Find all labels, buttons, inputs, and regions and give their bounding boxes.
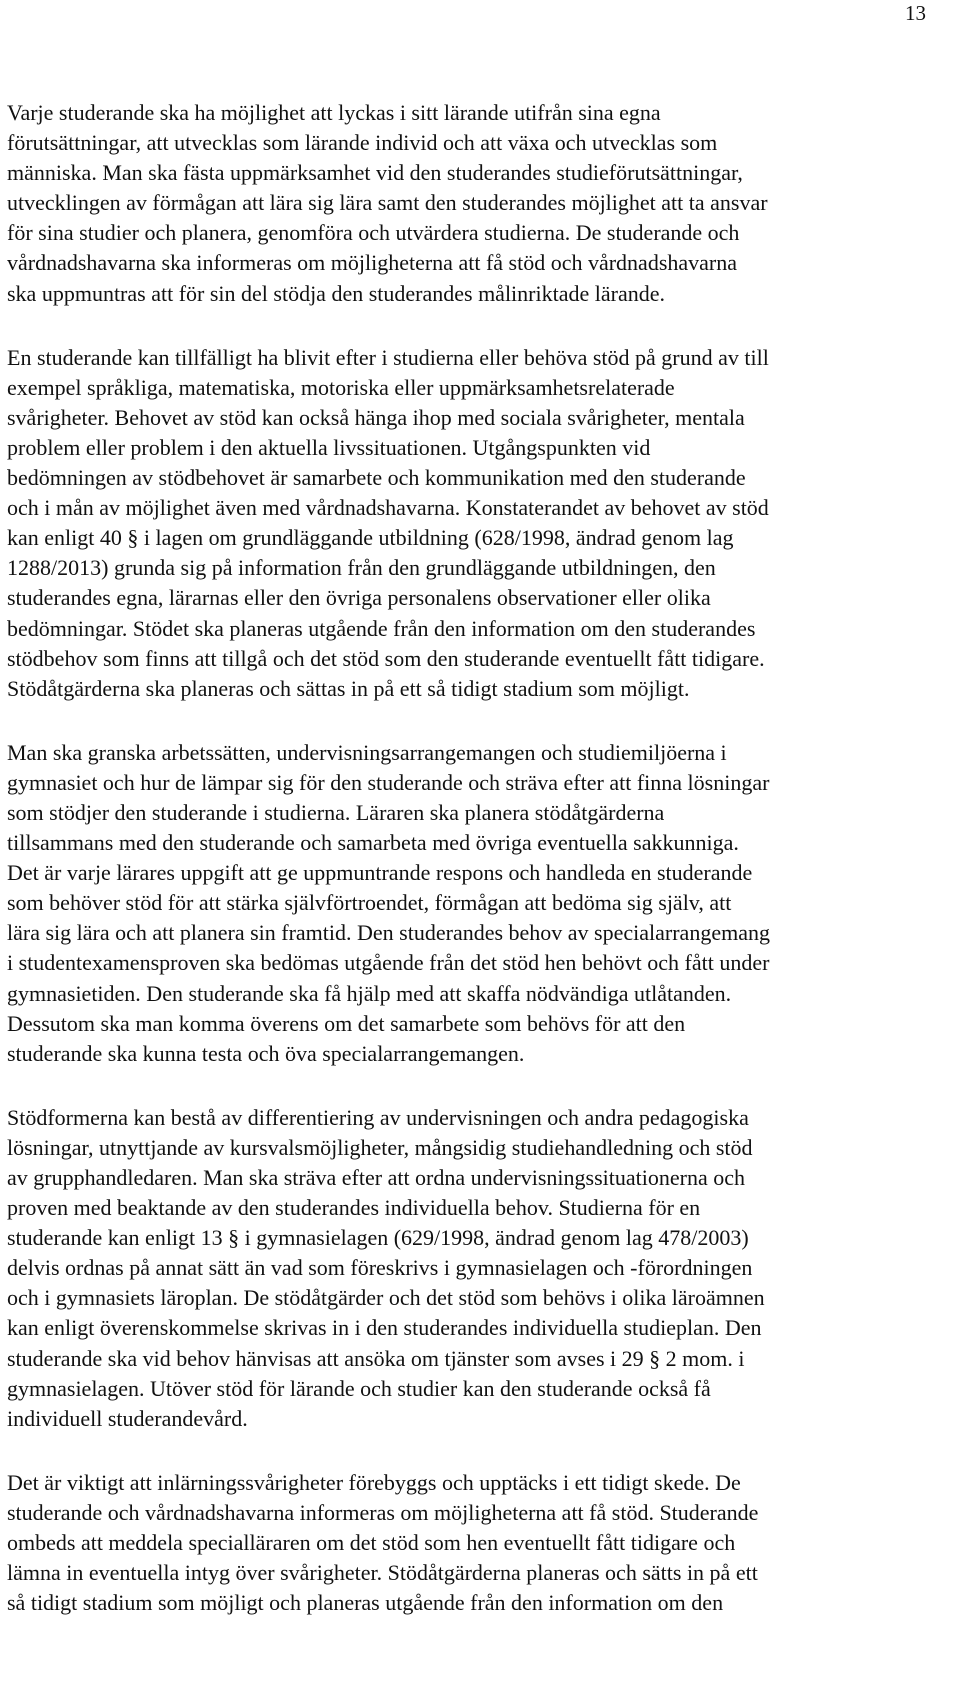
paragraph-1: Varje studerande ska ha möjlighet att lyckas i sitt lärande utifrån sina egna förutsättningar, att utvecklas som lärande individ och att växa och utvecklas som människa. Man ska fästa uppmärksamhet vid den studerandes studieförutsättningar, utvecklingen av förmågan att lära sig lära samt den studerandes möjlighet att ta ansvar för sina studier och planera, genomföra och utvärdera studierna. De studerande och vårdnadshavarna ska informeras om möjligheterna att få stöd och vårdnadshavarna ska uppmuntras att för sin del stödja den studerandes målinriktade lärande. — [7, 100, 768, 306]
paragraph-2: En studerande kan tillfälligt ha blivit efter i studierna eller behöva stöd på grund av till exempel språkliga, matematiska, motoriska eller uppmärksamhetsrelaterade svårigheter. Behovet av stöd kan också hänga ihop med sociala svårigheter, mentala problem eller problem i den aktuella livssituationen. Utgångspunkten vid bedömningen av stödbehovet är samarbete och kommunikation med den studerande och i mån av möjlighet även med vårdnadshavarna. Konstaterandet av behovet av stöd kan enligt 40 § i lagen om grundläggande utbildning (628/1998, ändrad genom lag 1288/2013) grunda sig på information från den grundläggande utbildningen, den studerandes egna, lärarnas eller den övriga personalens observationer eller olika bedömningar. Stödet ska planeras utgående från den information om den studerandes stödbehov som finns att tillgå och det stöd som den studerande eventuellt fått tidigare. Stödåtgärderna ska planeras och sättas in på ett så tidigt stadium som möjligt. — [7, 344, 769, 701]
paragraph-4: Stödformerna kan bestå av differentiering av undervisningen och andra pedagogiska lösningar, utnyttjande av kursvalsmöjligheter, mångsidig studiehandledning och stöd av grupphandledaren. Man ska sträva efter att ordna undervisningssituationerna och proven med beaktande av den studerandes individuella behov. Studierna för en studerande kan enligt 13 § i gymnasielagen (629/1998, ändrad genom lag 478/2003) delvis ordnas på annat sätt än vad som föreskrivs i gymnasielagen och -förordningen och i gymnasiets läroplan. De stödåtgärder och det stöd som behövs i olika läroämnen kan enligt överenskommelse skrivas in i den studerandes individuella studieplan. Den studerande ska vid behov hänvisas att ansöka om tjänster som avses i 29 § 2 mom. i gymnasielagen. Utöver stöd för lärande och studier kan den studerande också få individuell studerandevård. — [7, 1104, 765, 1431]
paragraph-5: Det är viktigt att inlärningssvårigheter förebyggs och upptäcks i ett tidigt skede. De studerande och vårdnadshavarna informeras om möjligheterna att få stöd. Studerande ombeds att meddela specialläraren om det stöd som hen eventuellt fått tidigare och lämna in eventuella intyg över svårigheter. Stödåtgärderna planeras och sätts in på ett så tidigt stadium som möjligt och planeras utgående från den information om den — [7, 1469, 759, 1616]
document-body — [7, 98, 947, 1652]
page-number: 13 — [905, 1, 926, 25]
paragraph-3: Man ska granska arbetssätten, undervisningsarrangemangen och studiemiljöerna i gymnasiet och hur de lämpar sig för den studerande och sträva efter att finna lösningar som stödjer den studerande i studierna. Läraren ska planera stödåtgärderna tillsammans med den studerande och samarbeta med övriga eventuella sakkunniga. Det är varje lärares uppgift att ge uppmuntrande respons och handleda en studerande som behöver stöd för att stärka självförtroendet, förmågan att bedöma sig själv, att lära sig lära och att planera sin framtid. Den studerandes behov av specialarrangemang i studentexamensproven ska bedömas utgående från det stöd hen behövt och fått under gymnasietiden. Den studerande ska få hjälp med att skaffa nödvändiga utlåtanden. Dessutom ska man komma överens om det samarbete som behövs för att den studerande ska kunna testa och öva specialarrangemangen. — [7, 739, 770, 1066]
